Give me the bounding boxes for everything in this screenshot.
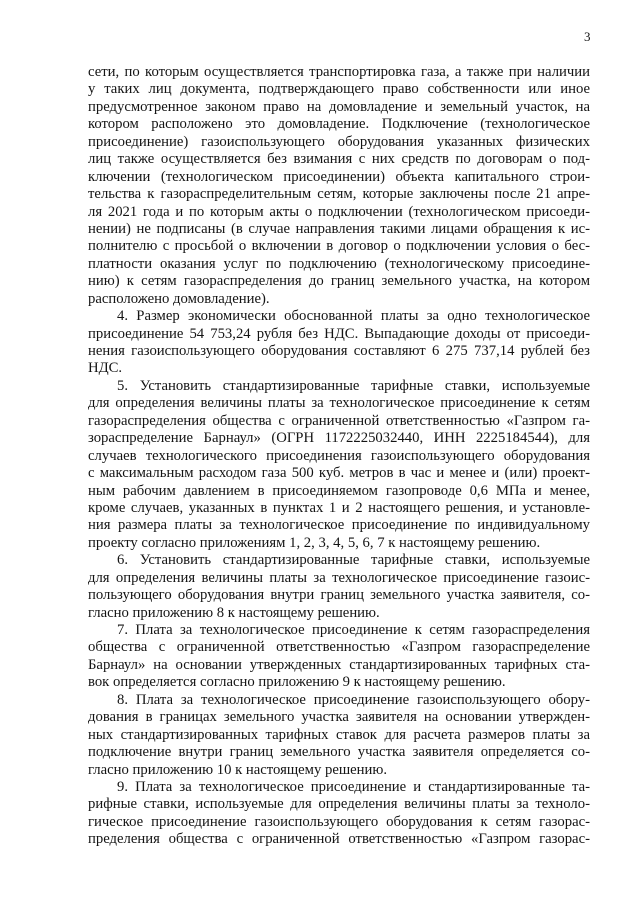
paragraph-item-6 xyxy=(88,552,590,622)
text-line: кроме случаев, указанных в пунктах 1 и 2 настоящего решения, и установле- xyxy=(88,499,590,516)
paragraph-item-8 xyxy=(88,692,590,779)
text-line: ля 2021 года и по которым акты о подключении (технологическом присоеди- xyxy=(88,203,590,220)
text-line: нения газоиспользующего оборудования составляют 6 275 737,14 рублей без xyxy=(88,343,590,359)
text-line: котором расположено это домовладение. Подключение (технологическое xyxy=(88,116,590,133)
text-line: гическое присоединение газоиспользующего оборудования к сетям газорас- xyxy=(88,813,590,830)
text-line: 8. Плата за технологическое присоединение газоиспользующего обору- xyxy=(117,691,590,708)
text-line: 9. Плата за технологическое присоединение и стандартизированные та- xyxy=(117,778,590,795)
text-line: ключении (технологическом присоединении) объекта капитального строи- xyxy=(88,168,590,185)
text-line: с максимальным расходом газа 500 куб. метров в час и менее и (или) проект- xyxy=(88,465,590,482)
text-line: для определения величины платы за технологическое присоединение газоис- xyxy=(88,569,590,586)
text-line: ных стандартизированных тарифных ставок для расчета размеров платы за xyxy=(88,726,590,743)
paragraph-item-9 xyxy=(88,779,590,849)
text-line: случаев технологического присоединения газоиспользующего оборудования xyxy=(88,447,590,464)
text-line: присоединение) газоиспользующего оборудования указанных физических xyxy=(88,133,590,150)
text-line: ным рабочим давлением в присоединяемом газопроводе 0,6 МПа и менее, xyxy=(88,482,590,499)
text-line: газораспределения общества с ограниченной ответственностью «Газпром га- xyxy=(88,412,590,429)
text-line: пределения общества с ограниченной ответственностью «Газпром газорас- xyxy=(88,831,590,848)
text-line: рифные ставки, используемые для определения величины платы за техноло- xyxy=(88,796,590,813)
text-line: пользующего оборудования внутри границ земельного участка заявителя, со- xyxy=(88,587,590,604)
text-line: 5. Установить стандартизированные тарифные ставки, используемые xyxy=(117,377,590,394)
text-line: предусмотренное законом право на домовладение и земельный участок, на xyxy=(88,98,590,115)
text-line: дования в границах земельного участка заявителя на основании утвержден- xyxy=(88,709,590,726)
paragraph-continuation xyxy=(88,64,590,308)
text-line: лиц также осуществляется без взимания с них средств по договорам о под- xyxy=(88,151,590,168)
text-line: вок определяется согласно приложению 9 к настоящему решению. xyxy=(88,674,506,691)
text-line: гласно приложению 8 к настоящему решению. xyxy=(88,604,380,621)
page-number: 3 xyxy=(584,29,591,44)
text-line: НДС. xyxy=(88,360,123,377)
paragraph-item-5 xyxy=(88,378,590,552)
text-line: платности оказания услуг по подключению (технологическому присоедине- xyxy=(88,255,590,272)
text-line: сети, по которым осуществляется транспортировка газа, а также при наличии xyxy=(88,64,590,80)
text-line: нении) не подписаны (в случае направления такими лицами обращения к ис- xyxy=(88,220,590,237)
text-line: зораспределение Барнаул» (ОГРН 1172225032440, ИНН 2225184544), для xyxy=(88,430,590,447)
paragraph-item-7 xyxy=(88,622,590,692)
paragraph-item-4 xyxy=(88,308,590,378)
document-body xyxy=(88,64,590,849)
text-line: 4. Размер экономически обоснованной платы за одно технологическое xyxy=(117,308,590,325)
text-line: у таких лиц документа, подтверждающего право собственности или иное xyxy=(88,81,590,98)
text-line: проекту согласно приложениям 1, 2, 3, 4, 5, 6, 7 к настоящему решению. xyxy=(88,534,541,551)
text-line: 6. Установить стандартизированные тарифные ставки, используемые xyxy=(117,552,590,569)
text-line: присоединение 54 753,24 рубля без НДС. Выпадающие доходы от присоеди- xyxy=(88,325,590,342)
text-line: 7. Плата за технологическое присоединение к сетям газораспределения xyxy=(117,622,590,638)
text-line: нию) к сетям газораспределения до границ земельного участка, на котором xyxy=(88,273,590,290)
text-line: для определения величины платы за технологическое присоединение к сетям xyxy=(88,395,590,412)
text-line: ния размера платы за технологическое присоединение по индивидуальному xyxy=(88,517,590,534)
text-line: тельства к газораспределительным сетям, которые заключены после 21 апре- xyxy=(88,186,590,203)
text-line: гласно приложению 10 к настоящему решению. xyxy=(88,761,388,778)
text-line: подключение внутри границ земельного участка заявителя определяется со- xyxy=(88,744,590,761)
text-line: Барнаул» на основании утвержденных стандартизированных тарифных ста- xyxy=(88,656,590,673)
text-line: полнителю с просьбой о включении в договор о подключении условия о бес- xyxy=(88,238,590,255)
text-line: расположено домовладение). xyxy=(88,290,270,307)
text-line: общества с ограниченной ответственностью «Газпром газораспределение xyxy=(88,639,590,656)
